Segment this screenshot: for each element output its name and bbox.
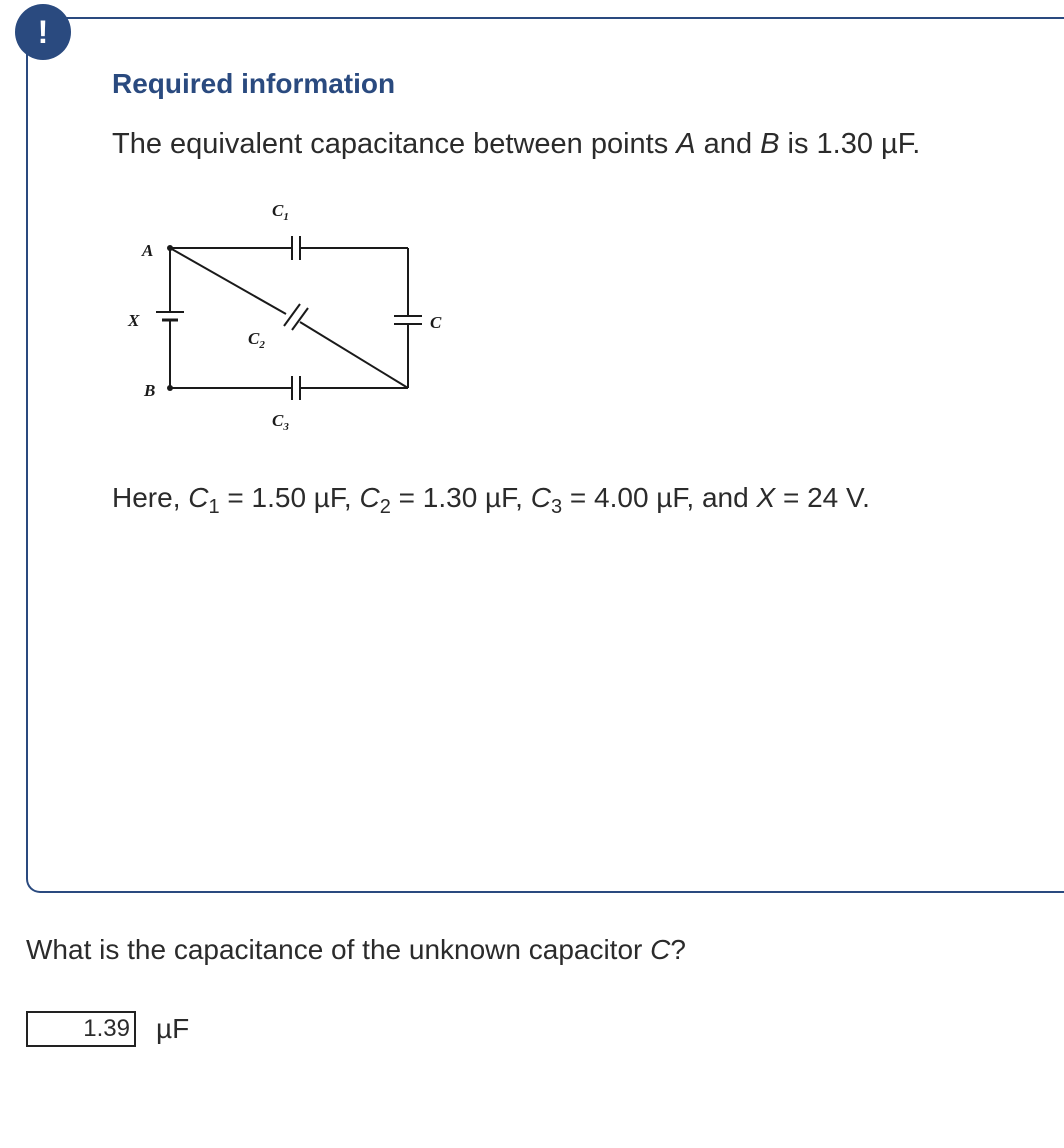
node-b-label: B — [144, 381, 156, 400]
capacitor-c1-label: C — [272, 201, 284, 220]
circuit-diagram — [100, 188, 480, 448]
svg-text:C2: $C_2$ — [248, 329, 265, 351]
alert-icon: ! — [15, 4, 71, 60]
answer-input[interactable] — [26, 1011, 136, 1047]
capacitor-c-label: C — [430, 313, 442, 332]
answer-unit: µF — [156, 1013, 190, 1044]
capacitor-c3-label: C — [272, 411, 284, 430]
answer-row — [26, 1011, 189, 1047]
equivalent-capacitance-statement: The equivalent capacitance between points A and B is 1.30 µF. — [112, 128, 921, 160]
svg-text:C1: $C_1$ — [272, 201, 289, 223]
battery-x-label: X — [128, 311, 140, 330]
given-values: Here, $C_1 = 1.50$ µF, $C_2 = 1.30$ µF, $C_3 = 4.00$ µF, and X = 24 V. — [112, 482, 870, 518]
capacitor-c2-label: C — [248, 329, 260, 348]
question-text: What is the capacitance of the unknown capacitor C? — [26, 934, 686, 965]
node-a-label: A — [142, 241, 154, 260]
panel-heading: Required information — [112, 68, 396, 99]
svg-text:C3: $C_3$ — [272, 411, 289, 433]
